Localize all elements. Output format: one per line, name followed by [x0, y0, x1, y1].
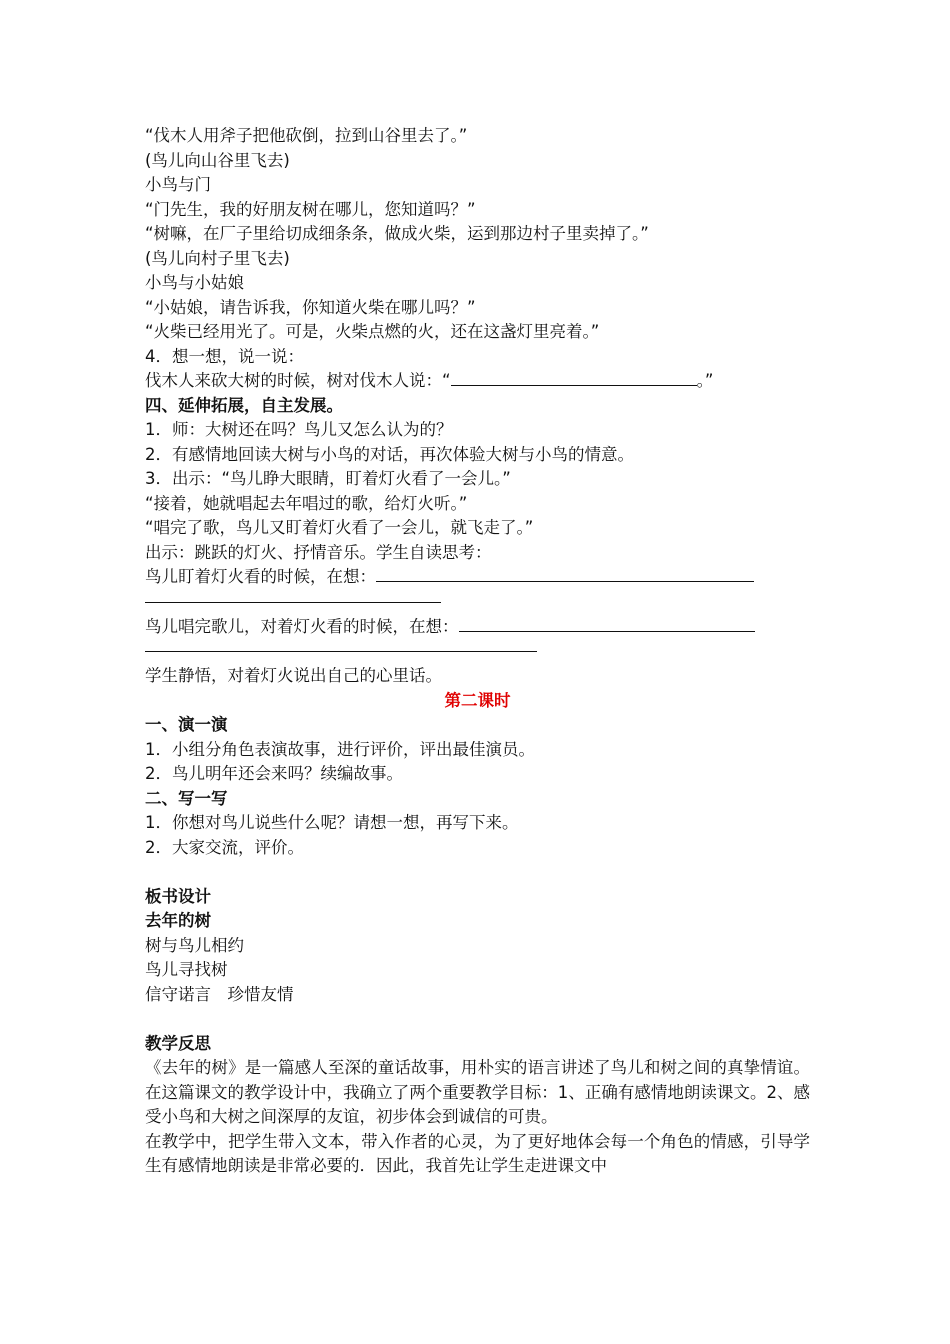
spacer [145, 860, 810, 885]
fill-in-line [145, 369, 810, 394]
text-line: 出示：跳跃的灯火、抒情音乐。学生自读思考： [145, 542, 492, 562]
fill-in-prefix: 鸟儿盯着灯火看的时候，在想： [145, 567, 376, 586]
text-line: 小鸟与小姑娘 [145, 273, 244, 292]
text-line: 3．出示：“鸟儿睁大眼睛，盯着灯火看了一会儿。” [145, 469, 511, 488]
answer-rule[interactable] [145, 590, 441, 603]
section-heading: 二、写一写 [145, 788, 228, 808]
text-line: (鸟儿向村子里飞去) [145, 248, 290, 268]
text-line: 学生静悟，对着灯火说出自己的心里话。 [145, 666, 442, 685]
fill-in-suffix: 。” [696, 371, 714, 390]
text-line: “火柴已经用光了。可是，火柴点燃的火，还在这盏灯里亮着。” [145, 322, 600, 341]
answer-rule[interactable] [145, 639, 537, 652]
text-line: “唱完了歌，鸟儿又盯着灯火看了一会儿，就飞走了。” [145, 518, 534, 537]
board-line: 鸟儿寻找树 [145, 960, 228, 979]
fill-in-prefix: 伐木人来砍大树的时候，树对伐木人说：“ [145, 371, 451, 390]
text-line: 2．有感情地回读大树与小鸟的对话，再次体验大树与小鸟的情意。 [145, 444, 634, 464]
board-line: 树与鸟儿相约 [145, 935, 244, 955]
lesson-title: 第二课时 [444, 690, 511, 710]
board-design-subtitle: 去年的树 [145, 911, 211, 930]
text-line: “树嘛，在厂子里给切成细条条，做成火柴，运到那边村子里卖掉了。” [145, 224, 649, 243]
text-line: 1．师：大树还在吗？鸟儿又怎么认为的？ [145, 420, 453, 439]
text-line: “小姑娘，请告诉我，你知道火柴在哪儿吗？” [145, 297, 476, 317]
text-line: 4．想一想，说一说： [145, 346, 304, 366]
fill-in-line [145, 565, 810, 590]
reflection-paragraph: 《去年的树》是一篇感人至深的童话故事，用朴实的语言讲述了鸟儿和树之间的真挚情谊。在这篇课文的教学设计中，我确立了两个重要教学目标：1、正确有感情地朗读课文。2、感受小鸟和大树之间深厚的友谊，初步体会到诚信的可贵。 [145, 1058, 810, 1126]
text-line: 小鸟与门 [145, 175, 211, 194]
text-line: (鸟儿向山谷里飞去) [145, 150, 290, 170]
list-item: 1．小组分角色表演故事，进行评价，评出最佳演员。 [145, 739, 535, 759]
text-line: “门先生，我的好朋友树在哪儿，您知道吗？” [145, 199, 476, 219]
text-line: “接着，她就唱起去年唱过的歌，给灯火听。” [145, 493, 468, 513]
answer-blank[interactable] [376, 565, 754, 582]
list-item: 1．你想对鸟儿说些什么呢？请想一想，再写下来。 [145, 813, 519, 832]
board-line: 信守诺言 珍惜友情 [145, 984, 294, 1004]
text-line: “伐木人用斧子把他砍倒，拉到山谷里去了。” [145, 126, 468, 145]
fill-in-line [145, 615, 810, 640]
answer-blank[interactable] [459, 615, 755, 632]
list-item: 2．大家交流，评价。 [145, 837, 304, 857]
board-design-title: 板书设计 [145, 886, 211, 906]
reflection-title: 教学反思 [145, 1033, 211, 1053]
list-item: 2．鸟儿明年还会来吗？续编故事。 [145, 764, 403, 783]
spacer [145, 1007, 810, 1032]
reflection-paragraph: 在教学中，把学生带入文本，带入作者的心灵，为了更好地体会每一个角色的情感，引导学生有感情地朗读是非常必要的．因此，我首先让学生走进课文中 [145, 1131, 810, 1175]
section-heading: 四、延伸拓展，自主发展。 [145, 395, 343, 415]
document-page [145, 124, 810, 1179]
fill-in-prefix: 鸟儿唱完歌儿，对着灯火看的时候，在想： [145, 616, 459, 636]
section-heading: 一、演一演 [145, 715, 228, 734]
answer-blank[interactable] [451, 369, 697, 386]
